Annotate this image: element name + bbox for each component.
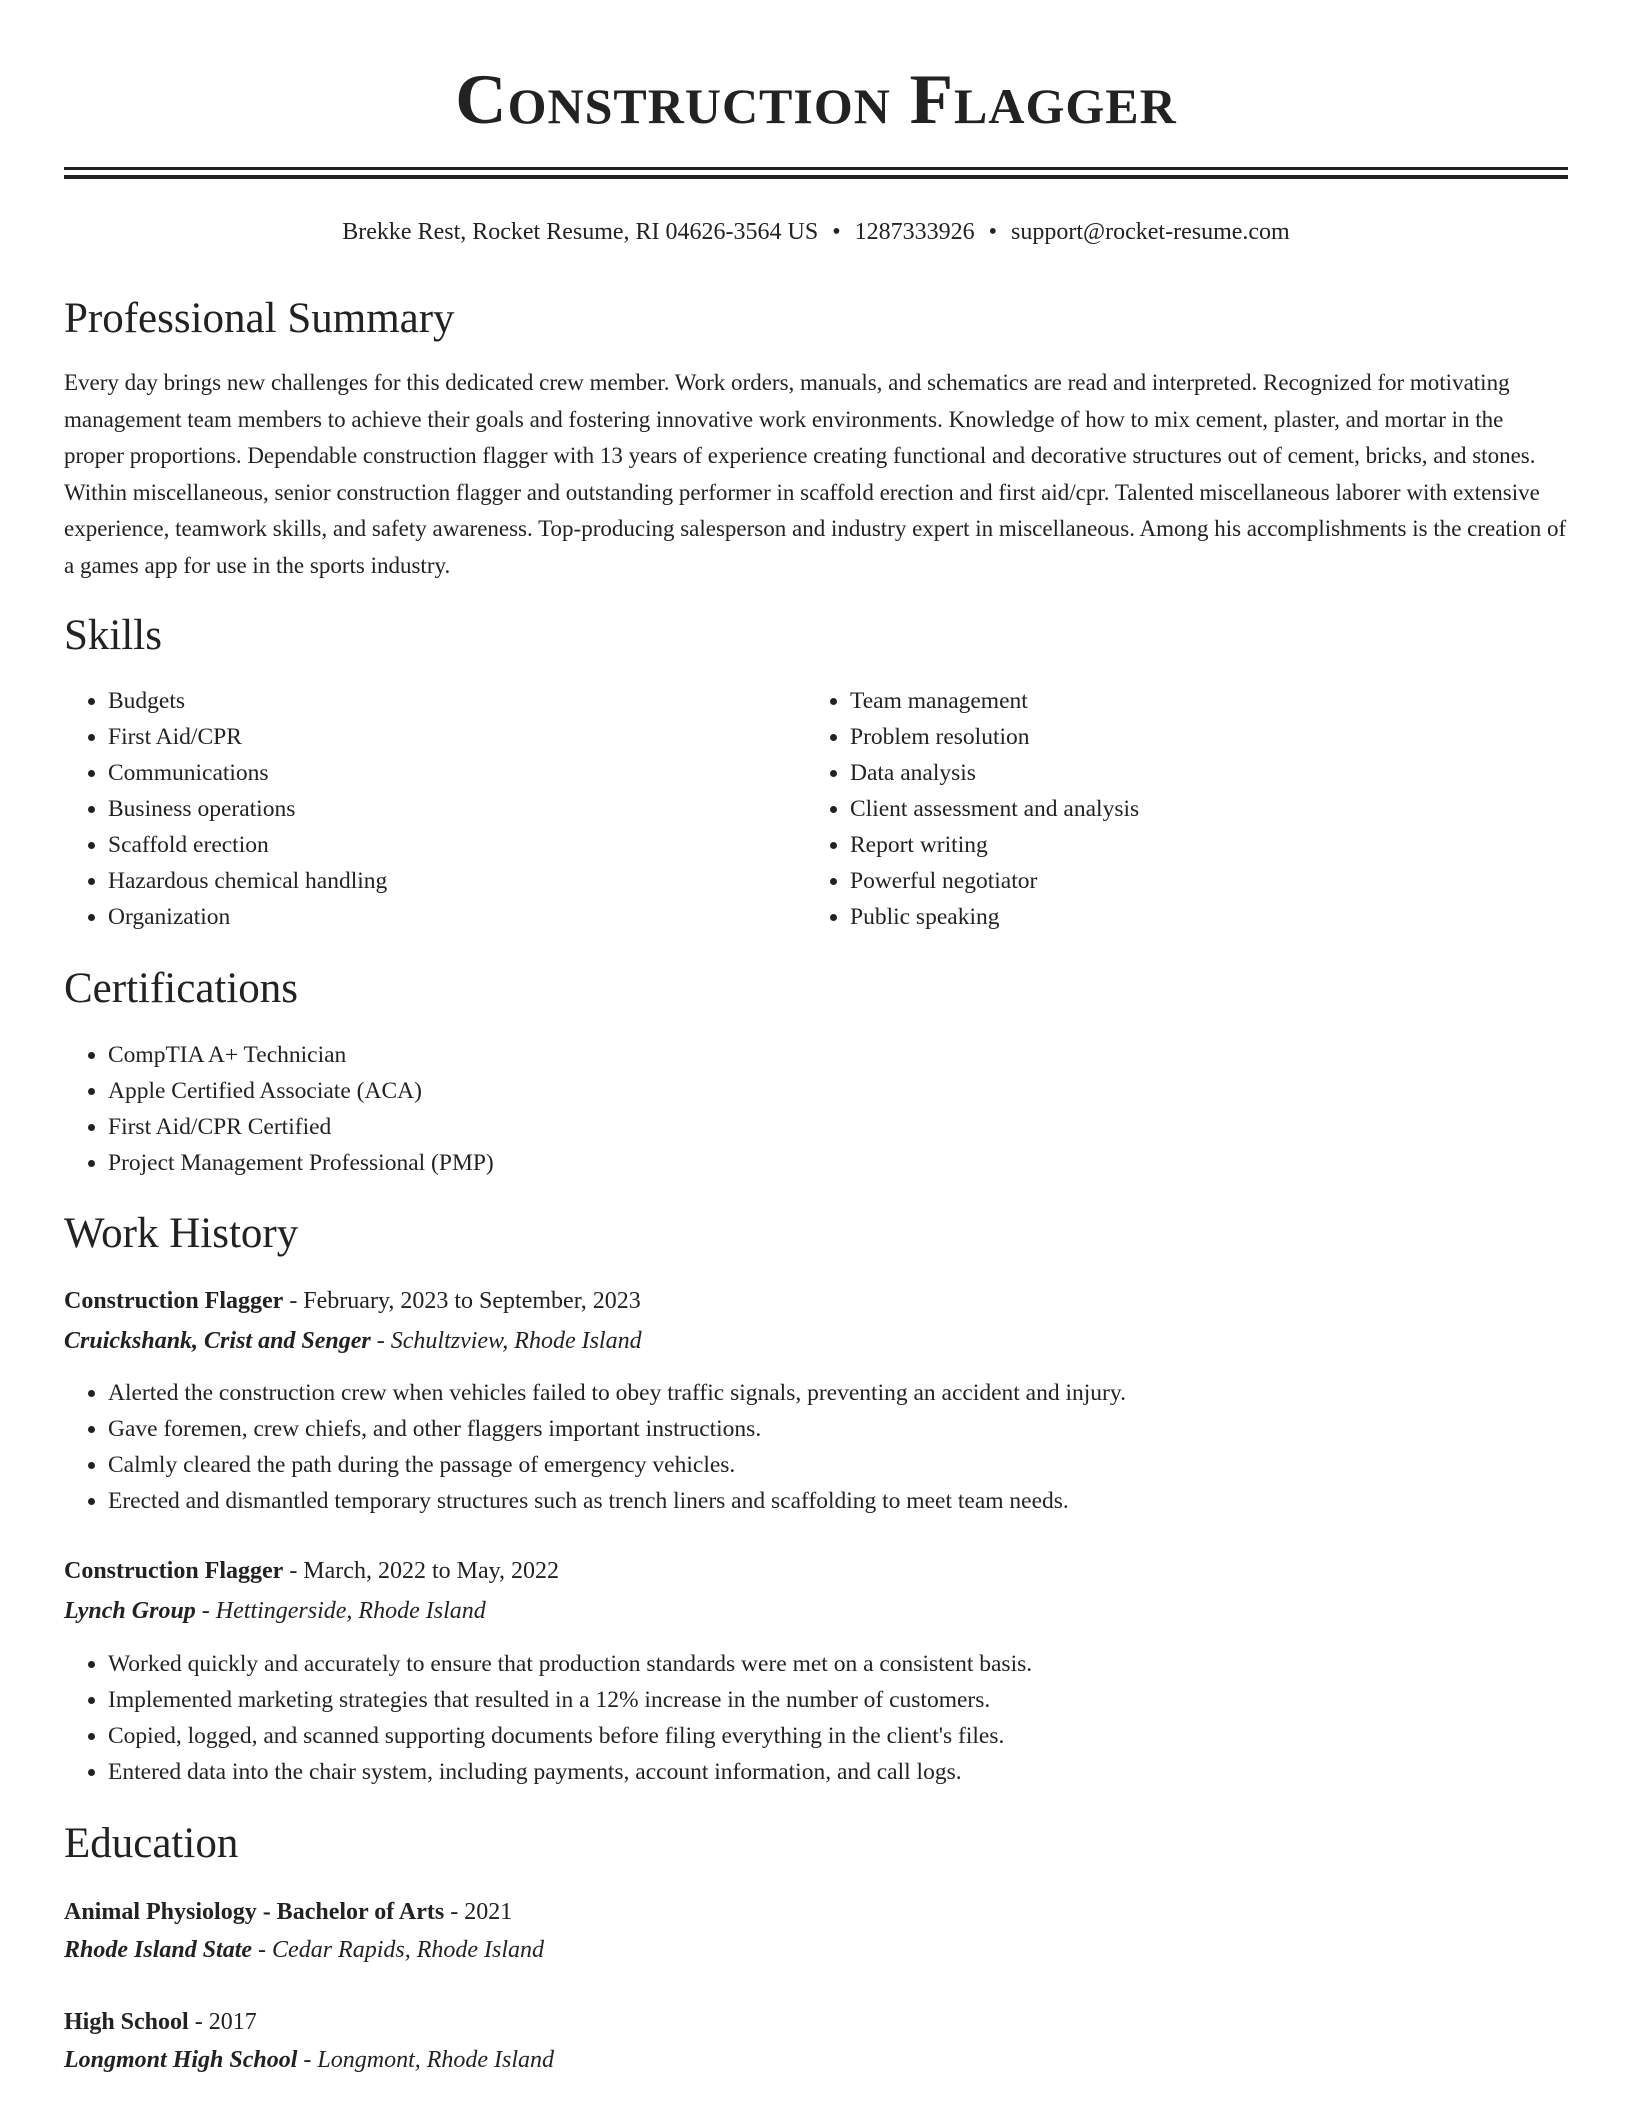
list-item: • Client assessment and analysis <box>850 791 1550 827</box>
education-location: - Cedar Rapids, Rhode Island <box>252 1937 545 1963</box>
education-year: - 2017 <box>188 2009 257 2035</box>
list-item: • Apple Certified Associate (ACA) <box>108 1073 1508 1109</box>
list-item: • Calmly cleared the path during the passage of emergency vehicles. <box>108 1447 1568 1483</box>
list-item: • First Aid/CPR Certified <box>108 1109 1508 1145</box>
list-item: • Team management <box>850 683 1550 719</box>
list-item: • Hazardous chemical handling <box>108 863 808 899</box>
job-title-line <box>64 1552 559 1590</box>
job-role: Construction Flagger <box>64 1288 284 1314</box>
list-item: • Alerted the construction crew when vehicles failed to obey traffic signals, preventing an accident and injury. <box>108 1375 1568 1411</box>
list-item: • Powerful negotiator <box>850 863 1550 899</box>
list-item: • Worked quickly and accurately to ensure that production standards were met on a consistent basis. <box>108 1646 1568 1682</box>
contact-address: Brekke Rest, Rocket Resume, RI 04626-3564 US <box>342 219 819 245</box>
education-school-line <box>64 2041 554 2079</box>
education-degree: Animal Physiology - Bachelor of Arts <box>64 1899 445 1925</box>
section-title-skills: Skills <box>64 612 162 659</box>
job-company: Cruickshank, Crist and Senger <box>64 1328 371 1354</box>
list-item: • First Aid/CPR <box>108 719 808 755</box>
contact-email[interactable]: support@rocket-resume.com <box>1011 219 1290 245</box>
header-rule-top <box>64 167 1568 170</box>
section-title-education: Education <box>64 1820 239 1867</box>
contact-separator: • <box>988 219 998 245</box>
list-item: • Implemented marketing strategies that resulted in a 12% increase in the number of customers. <box>108 1682 1568 1718</box>
resume-name: Construction Flagger <box>455 61 1177 139</box>
education-year: - 2021 <box>444 1899 513 1925</box>
education-degree: High School <box>64 2009 189 2035</box>
job-title-line <box>64 1282 641 1320</box>
list-item: • Scaffold erection <box>108 827 808 863</box>
job-company-line <box>64 1592 486 1630</box>
education-school: Longmont High School <box>64 2047 298 2073</box>
job-location: - Schultzview, Rhode Island <box>370 1328 642 1354</box>
job-role: Construction Flagger <box>64 1558 284 1584</box>
skills-list-right <box>806 683 1550 935</box>
list-item: • Business operations <box>108 791 808 827</box>
list-item: • Public speaking <box>850 899 1550 935</box>
list-item: • Project Management Professional (PMP) <box>108 1145 1508 1181</box>
list-item: • Problem resolution <box>850 719 1550 755</box>
list-item: • Budgets <box>108 683 808 719</box>
section-title-work-history: Work History <box>64 1210 299 1257</box>
header-rule-bottom <box>64 175 1568 179</box>
job-location: - Hettingerside, Rhode Island <box>195 1598 486 1624</box>
job-bullets <box>64 1375 1568 1519</box>
job-company-line <box>64 1322 642 1360</box>
education-school: Rhode Island State <box>64 1937 253 1963</box>
section-title-certifications: Certifications <box>64 965 299 1012</box>
job-company: Lynch Group <box>64 1598 196 1624</box>
job-dates: - March, 2022 to May, 2022 <box>283 1558 560 1584</box>
list-item: • CompTIA A+ Technician <box>108 1037 1508 1073</box>
skills-list-left <box>64 683 808 935</box>
contact-separator: • <box>832 219 841 245</box>
list-item: • Report writing <box>850 827 1550 863</box>
list-item: • Entered data into the chair system, including payments, account information, and call logs. <box>108 1754 1568 1790</box>
education-degree-line <box>64 1893 512 1931</box>
list-item: • Erected and dismantled temporary structures such as trench liners and scaffolding to meet team needs. <box>108 1483 1568 1519</box>
list-item: • Communications <box>108 755 808 791</box>
list-item: • Copied, logged, and scanned supporting documents before filing everything in the client's files. <box>108 1718 1568 1754</box>
list-item: • Data analysis <box>850 755 1550 791</box>
list-item: • Organization <box>108 899 808 935</box>
education-school-line <box>64 1931 544 1969</box>
contact-line <box>64 214 1568 250</box>
job-bullets <box>64 1646 1568 1790</box>
education-degree-line <box>64 2003 257 2041</box>
summary-text: Every day brings new challenges for this dedicated crew member. Work orders, manuals, and schematics are read and interpreted. Recognized for motivating management team members to achieve their goals and fostering innovative work environments. Knowledge of how to mix cement, plaster, and mortar in the proper proportions. Dependable construction flagger with 13 years of experience creating functional and decorative structures out of cement, bricks, and stones. Within miscellaneous, senior construction flagger and outstanding performer in scaffold erection and first aid/cpr. Talented miscellaneous laborer with extensive experience, teamwork skills, and safety awareness. Top-producing salesperson and industry expert in miscellaneous. Among his accomplishments is the creation of a games app for use in the sports industry. <box>64 370 1567 578</box>
certifications-list <box>64 1037 1508 1181</box>
contact-phone: 1287333926 <box>854 219 975 245</box>
section-title-summary: Professional Summary <box>64 295 455 342</box>
job-dates: - February, 2023 to September, 2023 <box>283 1288 641 1314</box>
education-location: - Longmont, Rhode Island <box>297 2047 555 2073</box>
list-item: • Gave foremen, crew chiefs, and other flaggers important instructions. <box>108 1411 1568 1447</box>
